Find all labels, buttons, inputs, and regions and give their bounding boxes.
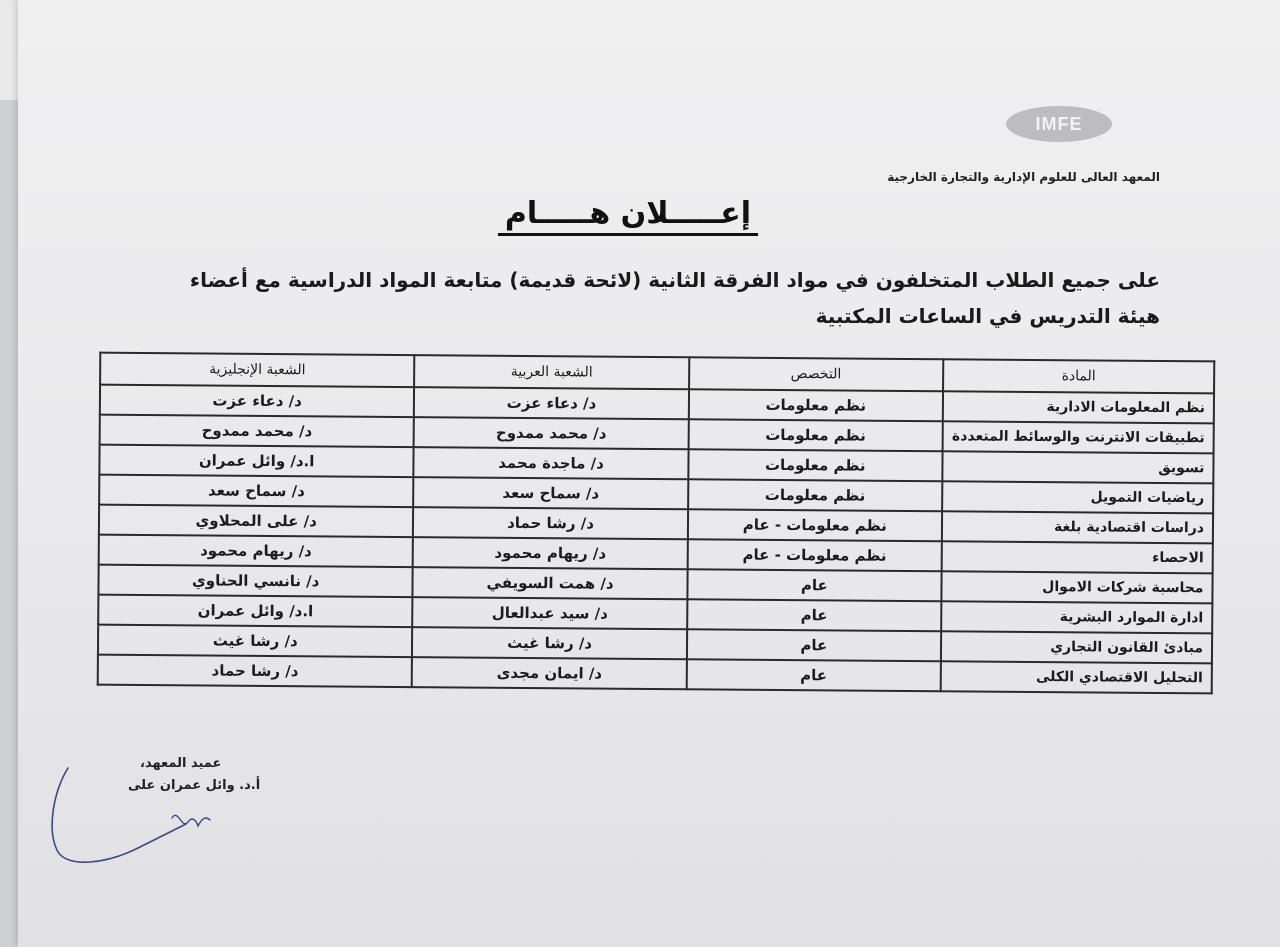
cell-english-instructor: د/ رشا غيث: [98, 625, 413, 657]
header-subject: المادة: [943, 359, 1214, 393]
header-specialization: التخصص: [689, 357, 944, 391]
instructors-table: [97, 352, 1216, 695]
cell-specialization: عام: [686, 659, 941, 691]
dean-title: عميد المعهد،: [140, 756, 222, 771]
notice-text: على جميع الطلاب المتخلفون في مواد الفرقة الثانية (لائحة قديمة) متابعة المواد الدراسية مع أعضاء هيئة التدريس في الساعات المكتبية: [189, 268, 1160, 328]
cell-arabic-instructor: د/ همت السويفي: [413, 567, 688, 599]
cell-arabic-instructor: د/ ماجدة محمد: [414, 447, 689, 479]
cell-specialization: نظم معلومات: [688, 479, 943, 511]
logo-text: IMFE: [1035, 113, 1083, 134]
cell-arabic-instructor: د/ سيد عبدالعال: [413, 597, 688, 629]
cell-subject: دراسات اقتصادية بلغة: [942, 511, 1213, 543]
handwritten-signature: [46, 760, 216, 880]
cell-subject: تسويق: [942, 451, 1213, 483]
cell-arabic-instructor: د/ محمد ممدوح: [414, 417, 689, 449]
cell-specialization: عام: [687, 569, 942, 601]
cell-arabic-instructor: د/ دعاء عزت: [414, 387, 689, 419]
cell-arabic-instructor: د/ ريهام محمود: [413, 537, 688, 569]
cell-subject: رياضيات التمويل: [942, 481, 1213, 513]
header-arabic-division: الشعبة العربية: [414, 355, 689, 389]
cell-subject: تطبيقات الانترنت والوسائط المتعددة: [943, 421, 1214, 453]
cell-specialization: عام: [687, 599, 942, 631]
cell-english-instructor: د/ دعاء عزت: [100, 385, 415, 417]
cell-subject: محاسبة شركات الاموال: [941, 571, 1212, 603]
cell-subject: مبادئ القانون التجاري: [941, 631, 1212, 663]
cell-subject: التحليل الاقتصادي الكلى: [941, 661, 1212, 693]
page-title: إعـــــلان هـــــام: [498, 196, 758, 236]
cell-english-instructor: د/ ريهام محمود: [99, 535, 414, 567]
cell-specialization: نظم معلومات: [688, 419, 943, 451]
cell-subject: نظم المعلومات الادارية: [943, 391, 1214, 423]
cell-subject: ادارة الموارد البشرية: [941, 601, 1212, 633]
header-english-division: الشعبة الإنجليزية: [100, 353, 415, 387]
cell-english-instructor: د/ نانسي الحناوي: [98, 565, 413, 597]
institute-logo: [1006, 106, 1112, 142]
cell-subject: الاحصاء: [942, 541, 1213, 573]
cell-english-instructor: ا.د/ وائل عمران: [99, 445, 414, 477]
institute-name: المعهد العالى للعلوم الإدارية والتجارة الخارجية: [887, 170, 1160, 184]
cell-specialization: نظم معلومات - عام: [688, 509, 943, 541]
cell-arabic-instructor: د/ ايمان مجدى: [412, 657, 687, 689]
cell-english-instructor: د/ محمد ممدوح: [100, 415, 415, 447]
cell-specialization: نظم معلومات - عام: [687, 539, 942, 571]
cell-specialization: عام: [687, 629, 942, 661]
cell-arabic-instructor: د/ رشا غيث: [412, 627, 687, 659]
dean-name: أ.د. وائل عمران على: [128, 778, 261, 793]
cell-english-instructor: د/ على المحلاوي: [99, 505, 414, 537]
cell-arabic-instructor: د/ رشا حماد: [413, 507, 688, 539]
cell-english-instructor: ا.د/ وائل عمران: [98, 595, 413, 627]
cell-arabic-instructor: د/ سماح سعد: [414, 477, 689, 509]
cell-english-instructor: د/ سماح سعد: [99, 475, 414, 507]
cell-specialization: نظم معلومات: [688, 449, 943, 481]
cell-english-instructor: د/ رشا حماد: [98, 655, 413, 687]
cell-specialization: نظم معلومات: [689, 389, 944, 421]
